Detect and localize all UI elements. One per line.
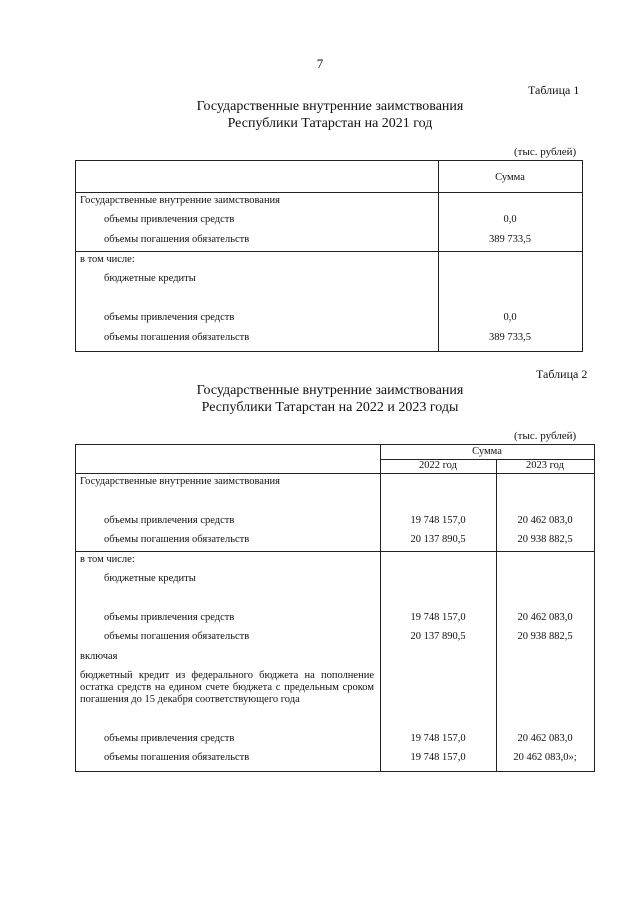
- table2-fed-attract-label: объемы привлечения средств: [104, 733, 235, 744]
- table2-federal-credit: бюджетный кредит из федерального бюджета на пополнение остатка средств на едином счете бюджета с предельным сроком погашения до 15 декабря соответствующего года: [80, 670, 374, 705]
- table1-section2-sub: бюджетные кредиты: [104, 273, 196, 284]
- table2-section2-heading: в том числе:: [80, 554, 135, 565]
- table1-s2-repay-label: объемы погашения обязательств: [104, 332, 250, 343]
- table2-attract-label: объемы привлечения средств: [104, 515, 235, 526]
- table1-s2-attract-label: объемы привлечения средств: [104, 312, 235, 323]
- table2-section1-heading: Государственные внутренние заимствования: [80, 476, 281, 487]
- table1-unit: (тыс. рублей): [514, 146, 577, 158]
- table1-s2-attract-value: 0,0: [503, 312, 517, 323]
- table2-fed-repay-label: объемы погашения обязательств: [104, 752, 250, 763]
- table2-fed-repay-2023: 20 462 083,0»;: [513, 752, 577, 763]
- table1-section2-heading: в том числе:: [80, 254, 135, 265]
- table2: [75, 444, 595, 772]
- table2-label: Таблица 2: [536, 367, 588, 381]
- table2-repay-2022: 20 137 890,5: [410, 534, 466, 545]
- table2-repay-2023: 20 938 882,5: [517, 534, 573, 545]
- table2-title-line1: Государственные внутренние заимствования: [196, 383, 464, 398]
- table2-repay-label: объемы погашения обязательств: [104, 534, 250, 545]
- table1-repay-label: объемы погашения обязательств: [104, 234, 250, 245]
- table1-attract-value: 0,0: [503, 214, 517, 225]
- table1-section1-heading: Государственные внутренние заимствования: [80, 195, 281, 206]
- table1-title-line1: Государственные внутренние заимствования: [196, 99, 464, 114]
- table1-repay-value: 389 733,5: [489, 234, 531, 245]
- table2-section2-sub: бюджетные кредиты: [104, 573, 196, 584]
- table2-unit: (тыс. рублей): [514, 430, 577, 442]
- table2-fed-attract-2022: 19 748 157,0: [410, 733, 466, 744]
- table2-col-2023: 2023 год: [526, 460, 564, 471]
- table2-s2-attract-2022: 19 748 157,0: [410, 612, 466, 623]
- table1-attract-label: объемы привлечения средств: [104, 214, 235, 225]
- table1-s2-repay-value: 389 733,5: [489, 332, 531, 343]
- table1-col-sum: Сумма: [495, 172, 525, 183]
- table1: [75, 160, 583, 352]
- table1-title-line2: Республики Татарстан на 2021 год: [227, 116, 433, 131]
- table2-col-2022: 2022 год: [419, 460, 457, 471]
- table2-fed-attract-2023: 20 462 083,0: [517, 733, 573, 744]
- table2-s2-repay-2023: 20 938 882,5: [517, 631, 573, 642]
- table2-title-line2: Республики Татарстан на 2022 и 2023 годы: [201, 400, 459, 415]
- table2-s2-repay-2022: 20 137 890,5: [410, 631, 466, 642]
- page-number: 7: [316, 56, 324, 71]
- table2-col-sum: Сумма: [472, 446, 502, 457]
- table2-s2-attract-2023: 20 462 083,0: [517, 612, 573, 623]
- table2-attract-2022: 19 748 157,0: [410, 515, 466, 526]
- table1-label: Таблица 1: [528, 83, 580, 97]
- table2-s2-attract-label: объемы привлечения средств: [104, 612, 235, 623]
- table2-fed-repay-2022: 19 748 157,0: [410, 752, 466, 763]
- table2-including: включая: [80, 651, 118, 662]
- table2-attract-2023: 20 462 083,0: [517, 515, 573, 526]
- table2-s2-repay-label: объемы погашения обязательств: [104, 631, 250, 642]
